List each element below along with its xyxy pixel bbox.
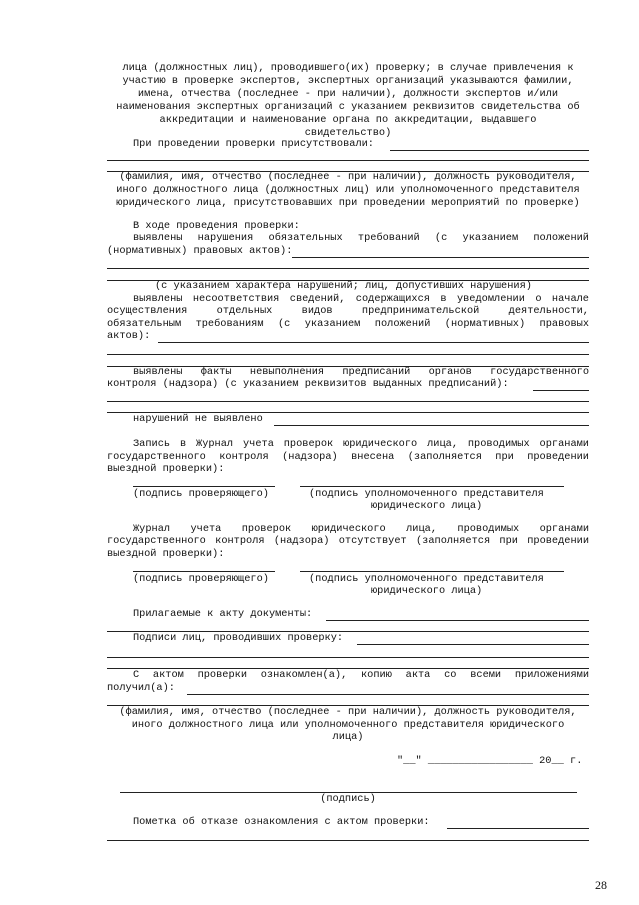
present-caption-3: юридического лица, присутствовавших при проведении мероприятий по проверке) [116,197,580,209]
date-line: "__" _________________ 20__ г. [397,755,583,767]
attached-fill-line [326,620,589,621]
violations-caption: (с указанием характера нарушений; лиц, допустивших нарушения) [155,280,532,292]
during-check-label: В ходе проведения проверки: [133,220,300,232]
inspector-sign-caption-1: (подпись проверяющего) [133,488,269,500]
rep-sign-caption-1a: (подпись уполномоченного представителя [309,488,544,500]
header-line-2: участию в проверке экспертов, экспертных организаций указываются фамилии, [122,75,574,87]
journal-entry-line-2: государственного контроля (надзора) внесена (заполняется при проведении [107,451,589,463]
header-line-4: наименования экспертных организаций с указанием реквизитов свидетельства об [116,101,580,113]
mismatch-line-a [107,354,589,355]
journal-entry-line-3: выездной проверки): [107,463,225,475]
mismatch-line-1: выявлены несоответствия сведений, содержащихся в уведомлении о начале [133,293,589,305]
journal-absent-line-1: Журнал учета проверок юридического лица, проводимых органами [133,523,589,535]
present-line-2 [107,160,589,161]
refusal-line-2 [107,840,589,841]
journal-entry-line-1: Запись в Журнал учета проверок юридического лица, проводимых органами [133,438,589,450]
acquainted-caption-2: иного должностного лица или уполномоченного представителя юридического [131,719,565,731]
attached-label: Прилагаемые к акту документы: [133,608,313,620]
orders-line-2: контроля (надзора) (с указанием реквизитов выданных предписаний): [107,378,509,390]
orders-line-a [107,401,589,402]
refusal-label: Пометка об отказе ознакомления с актом проверки: [133,816,430,828]
violations-line-2: (нормативных) правовых актов): [107,245,293,257]
header-line-6: свидетельство) [304,127,392,139]
journal-absent-line-3: выездной проверки): [107,548,225,560]
acquainted-line-2: получил(а): [107,682,175,694]
signatures-fill-line [357,644,589,645]
signatures-label: Подписи лиц, проводивших проверку: [133,632,344,644]
signatures-line-2 [107,657,589,658]
rep-sign-caption-2a: (подпись уполномоченного представителя [309,573,544,585]
mismatch-line-4: актов): [107,330,151,342]
no-violations-label: нарушений не выявлено [133,413,263,425]
present-caption-1: (фамилия, имя, отчество (последнее - при наличии), должность руководителя, [119,171,577,183]
orders-line-1: выявлены факты невыполнения предписаний органов государственного [133,366,589,378]
rep-sign-caption-2b: юридического лица) [371,585,483,597]
page-number: 28 [595,878,607,892]
mismatch-fill-line [158,342,589,343]
violations-fill-line [292,257,589,258]
mismatch-line-3: обязательным требованиям (с указанием положений (нормативных) правовых [107,318,589,330]
signature-caption: (подпись) [320,793,376,805]
no-violations-fill-line [274,425,589,426]
present-caption-2: иного должностного лица (должностных лиц) или уполномоченного представителя [116,184,580,196]
header-line-5: аккредитации и наименование органа по аккредитации, выдавшего [159,114,537,126]
refusal-fill-line [447,828,589,829]
inspector-sign-line-2 [133,571,275,572]
present-label: При проведении проверки присутствовали: [133,138,374,150]
header-line-1: лица (должностных лиц), проводившего(их) проверку; в случае привлечения к [122,62,574,74]
journal-absent-line-2: государственного контроля (надзора) отсутствует (заполняется при проведении [107,535,589,547]
rep-sign-line-2 [300,571,564,572]
inspector-sign-caption-2: (подпись проверяющего) [133,573,269,585]
violations-line-a [107,268,589,269]
rep-sign-line-1 [300,486,564,487]
inspector-sign-line-1 [133,486,275,487]
violations-line-1: выявлены нарушения обязательных требований (с указанием положений [133,232,589,244]
acquainted-fill-line [187,694,589,695]
acquainted-caption-3: лица) [332,731,364,743]
acquainted-line-1: С актом проверки ознакомлен(а), копию акта со всеми приложениями [133,669,589,681]
rep-sign-caption-1b: юридического лица) [371,500,483,512]
acquainted-caption-1: (фамилия, имя, отчество (последнее - при наличии), должность руководителя, [119,706,577,718]
present-fill-line [390,150,589,151]
orders-fill-line [533,390,589,391]
header-line-3: имена, отчества (последнее - при наличии), должности экспертов и/или [137,88,559,100]
mismatch-line-2: осуществления отдельных видов предпринимательской деятельности, [107,305,589,317]
